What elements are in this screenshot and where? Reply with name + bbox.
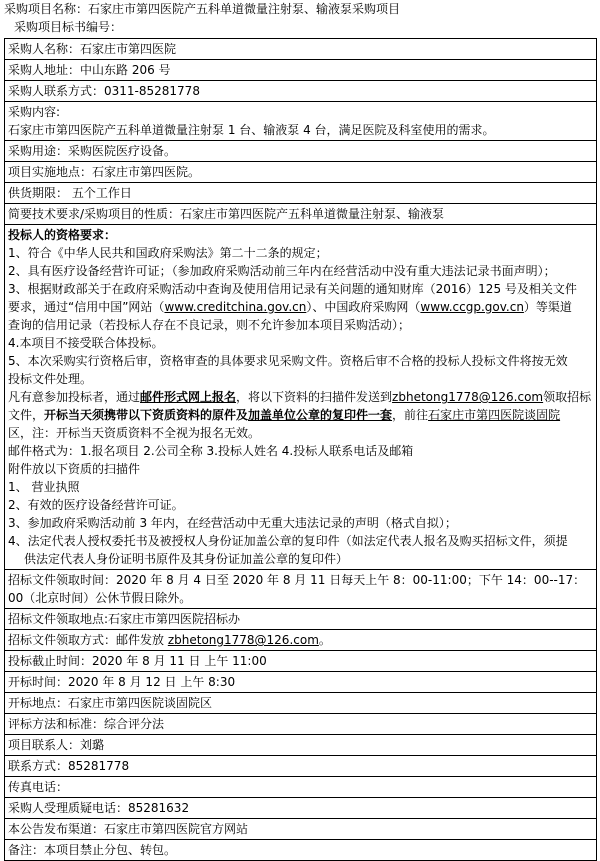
project-number: 采购项目标书编号： [14,20,123,34]
q3b-mid: ）、中国政府采购网（ [306,300,421,314]
creditchina-link[interactable]: www.creditchina.gov.cn [164,300,307,314]
signup-venue: 石家庄市第四医院谈固院 [428,408,561,422]
publish-channel-row: 本公告发布渠道：石家庄市第四医院官方网站 [5,819,596,840]
open-time-row: 开标时间：2020 年 8 月 12 日 上午 8:30 [5,672,596,693]
qualification-item-1: 1、符合《中华人民共和国政府采购法》第二十二条的规定； [8,246,328,260]
document-place-row: 招标文件领取地点:石家庄市第四医院招标办 [5,609,596,630]
fax-row: 传真电话： [5,777,596,798]
content-text: 石家庄市第四医院产五科单道微量注射泵 1 台、输液泵 4 台，满足医院及科室使用的需求。 [8,123,495,137]
doc-method-label: 招标文件领取方式：邮件发放 [8,633,168,647]
signup-text-1: 凡有意参加投标者，通过 [8,390,141,404]
signup-line-3: 区，注：开标当天资质资料不全视为报名无效。 [8,426,261,440]
document-time-row [5,570,596,609]
qualification-title: 投标人的资格要求： [8,228,117,242]
qualification-item-5a: 5、本次采购实行资格后审，资格审查的具体要求见采购文件。资格后审不合格的投标人投标文件将按无效 [8,354,568,368]
doc-method-end: 。 [318,633,331,647]
signup-text-4: 文件， [8,408,45,422]
qualification-item-4: 4.本项目不接受联合体投标。 [8,336,164,350]
signup-text-3: 领取招标 [543,390,592,404]
document-method-row [5,630,596,651]
signup-line-1 [8,388,593,406]
buyer-address-row: 采购人地址：中山东路 206 号 [5,60,596,81]
signup-method: 邮件形式网上报名 [140,390,237,404]
attachment-item-2: 2、有效的医疗设备经营许可证。 [8,498,184,512]
mail-format: 邮件格式为：1.报名项目 2.公司全称 3.投标人姓名 4.投标人联系电话及邮箱 [8,444,414,458]
qualification-item-3b [8,298,593,316]
qualification-item-2: 2、具有医疗设备经营许可证；（参加政府采购活动前三年内在经营活动中没有重大违法记录书面声明）； [8,264,556,278]
evaluation-row: 评标方法和标准：综合评分法 [5,714,596,735]
signup-text-2: ，将以下资料的扫描件发送到 [236,390,393,404]
signup-line-2 [8,406,593,424]
q3b-text: 要求，通过“信用中国”网站（ [8,300,165,314]
deadline-row: 投标截止时间：2020 年 8 月 11 日 上午 11:00 [5,651,596,672]
content-label: 采购内容: [8,105,61,119]
brief-requirement-row: 简要技术要求/采购项目的性质：石家庄市第四医院产五科单道微量注射泵、输液泵 [5,204,596,225]
delivery-row: 供货期限： 五个工作日 [5,183,596,204]
location-row: 项目实施地点：石家庄市第四医院。 [5,162,596,183]
announcement-table [4,38,597,861]
contact-phone-row: 联系方式：85281778 [5,756,596,777]
doc-method-email-link[interactable]: zbhetong1778@126.com [167,633,319,647]
complaint-phone-row: 采购人受理质疑电话：85281632 [5,798,596,819]
signup-text-5: ，前往 [392,408,429,422]
attachment-item-4b: 供法定代表人身份证明书原件及其身份证加盖公章的复印件） [24,552,349,566]
doc-time-b: 00（北京时间）公休节假日除外。 [8,591,192,605]
qualification-item-5b: 投标文件处理。 [8,372,93,386]
ccgp-link[interactable]: www.ccgp.gov.cn [420,300,524,314]
q3b-end: ）等渠道 [523,300,572,314]
qualification-item-3a: 3、根据财政部关于在政府采购活动中查询及使用信用记录有关问题的通知财库（2016）125 号及相关文件 [8,282,577,296]
buyer-name-row: 采购人名称：石家庄市第四医院 [5,39,596,60]
attachment-item-3: 3、参加政府采购活动前 3 年内，在经营活动中无重大违法记录的声明（格式自拟）； [8,516,457,530]
signup-email-link[interactable]: zbhetong1778@126.com [392,390,544,404]
contact-person-row: 项目联系人：刘璐 [5,735,596,756]
project-name: 采购项目名称：石家庄市第四医院产五科单道微量注射泵、输液泵采购项目 [4,2,401,16]
signup-bold-underline: 加盖单位公章的复印件一套 [248,408,393,422]
attachment-title: 附件放以下资质的扫描件 [8,462,141,476]
open-place-row: 开标地点：石家庄市第四医院谈固院区 [5,693,596,714]
procurement-content-row [5,102,596,141]
purpose-row: 采购用途：采购医院医疗设备。 [5,141,596,162]
signup-bold-text: 开标当天须携带以下资质资料的原件及 [44,408,249,422]
doc-time-a: 招标文件领取时间：2020 年 8 月 4 日至 2020 年 8 月 11 日每天上午 8：00-11:00；下午 14：00--17： [8,573,586,587]
qualification-item-3c: 查询的信用记录（若投标人存在不良记录，则不允许参加本项目采购活动）； [8,318,411,332]
attachment-item-4a: 4、法定代表人授权委托书及被授权人身份证加盖公章的复印件（如法定代表人报名及购买招标文件，须提 [8,534,568,548]
buyer-contact-row: 采购人联系方式：0311-85281778 [5,81,596,102]
qualification-row [5,225,596,570]
attachment-item-1: 1、 营业执照 [8,480,80,494]
note-row: 备注：本项目禁止分包、转包。 [8,843,177,857]
